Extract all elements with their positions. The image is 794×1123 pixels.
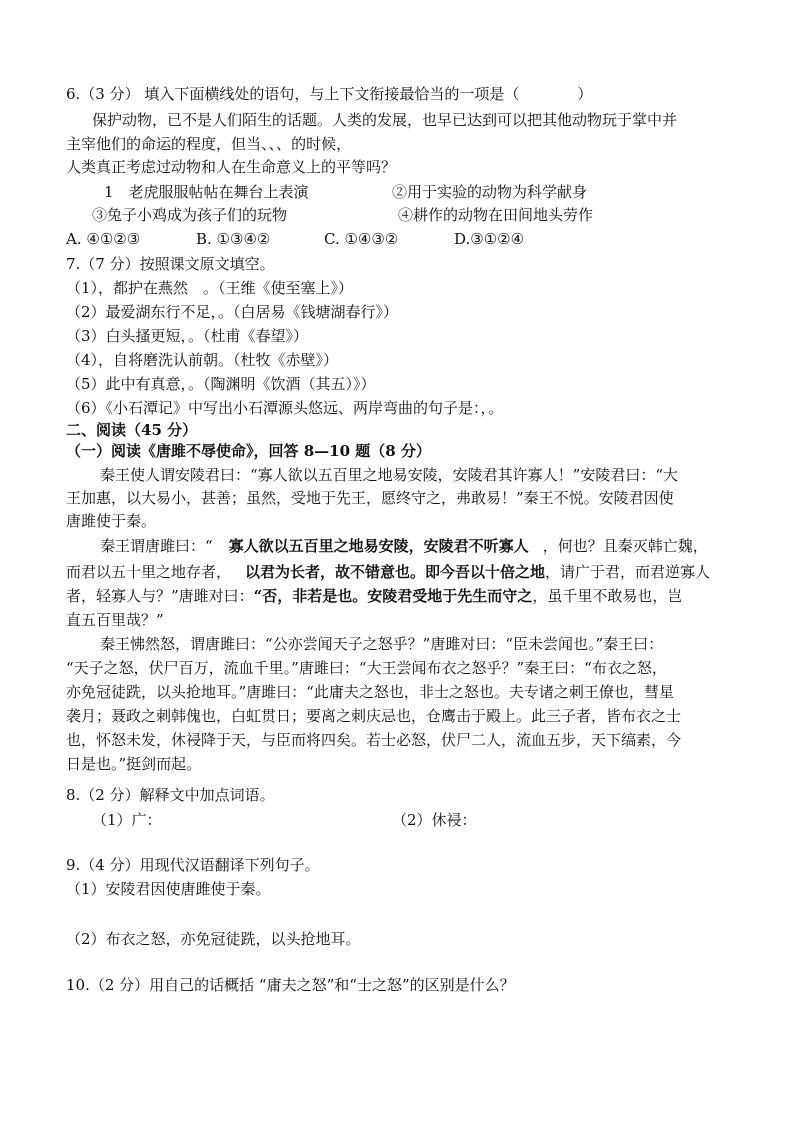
q6-choice-c[interactable]: C. ①④③② (324, 230, 399, 248)
q6-text: 、 (276, 135, 292, 153)
section-2-subtitle: （一）阅读《唐雎不辱使命》，回答 8—10 题（8 分） (66, 442, 431, 460)
q7-item-5 (66, 374, 376, 394)
q7-item-3 (66, 326, 308, 346)
q7-text: （2）最爱湖东行不足， (66, 303, 219, 321)
q6-text: 、 (268, 135, 277, 153)
passage-line-2: 王加惠，以大易小，甚善；虽然，受地于先王，愿终守之，弗敢易！”秦王不悦。安陵君因使 (66, 489, 674, 507)
q6-title (66, 84, 592, 104)
passage-line-8: 秦王怫然怒，谓唐雎曰：“公亦尝闻天子之怒乎？”唐雎对曰：“臣未尝闻也。”秦王曰： (100, 635, 664, 653)
passage-line-7: 直五百里哉？” (66, 611, 164, 629)
q7-text: （6）《小石潭记》中写出小石潭源头悠远、两岸弯曲的句子是： (66, 399, 481, 417)
q9-title: 9.（4 分）用现代汉语翻译下列句子。 (66, 856, 320, 874)
q7-text: （5）此中有真意， (66, 375, 189, 393)
passage-overlay-text: 以君为长者，故不错意也。即今吾以十倍之地 (245, 563, 546, 581)
q6-text: 、 (261, 135, 269, 153)
q6-option-4: ④耕作的动物在田间地头劳作 (398, 206, 594, 224)
q8-title: 8.（2 分）解释文中加点词语。 (66, 786, 275, 804)
q6-title-end: ） (577, 85, 593, 103)
q8-item-2: （2）休祲： (392, 811, 477, 829)
passage-line-1: 秦王使人谓安陵君曰：“寡人欲以五百里之地易安陵，安陵君其许寡人！”安陵君曰：“大 (100, 466, 679, 484)
q6-option-2: ②用于实验的动物为科学献身 (392, 183, 588, 201)
q6-title-text: 6.（3 分） 填入下面横线处的语句，与上下文衔接最恰当的一项是（ (66, 85, 520, 103)
q9-item-2: （2）布衣之怒，亦免冠徒跣，以头抢地耳。 (66, 930, 361, 948)
passage-overlay-text: 寡人欲以五百里之地易安陵，安陵君不听寡人 (228, 537, 529, 555)
q7-text: 。（白居易《钱塘湖春行》） (218, 303, 399, 321)
passage-line-4 (100, 536, 708, 556)
passage-overlay-text: “否，非若是也。安陵君受地于先生而守之 (253, 587, 533, 605)
passage-text: 者，轻寡人与？”唐雎对曰： (66, 587, 254, 605)
q7-item-4 (66, 350, 338, 370)
passage-text: ，虽千里不敢易也，岂 (532, 587, 683, 605)
passage-line-5 (66, 562, 710, 582)
q6-option-3: ③兔子小鸡成为孩子们的玩物 (92, 206, 288, 224)
q6-passage-line-2 (66, 134, 351, 154)
passage-line-13: 日是也。”挺剑而起。 (66, 755, 202, 773)
q7-text: （3）白头搔更短， (66, 327, 189, 345)
q9-item-1: （1）安陵君因使唐雎使于秦。 (66, 880, 271, 898)
passage-line-6 (66, 586, 682, 606)
passage-text: 秦王谓唐雎曰：“ (100, 537, 213, 555)
passage-text: ，何也？且秦灭韩亡魏， (542, 537, 708, 555)
q8-item-1: （1）广： (92, 811, 162, 829)
q6-passage-line-1: 保护动物，已不是人们陌生的话题。人类的发展，也早已达到可以把其他动物玩于掌中并 (92, 111, 678, 129)
q7-item-6 (66, 398, 503, 418)
passage-line-10: 亦免冠徒跣，以头抢地耳。”唐雎曰：“此庸夫之怒也，非士之怒也。夫专诸之刺王僚也，彗星 (66, 683, 674, 701)
q7-item-1 (66, 278, 353, 298)
q6-text: 的时候， (291, 135, 352, 153)
q7-item-2 (66, 302, 398, 322)
q6-choice-b[interactable]: B. ①③④② (196, 230, 271, 248)
q7-text: 。 (488, 399, 504, 417)
q7-text: ， (480, 399, 489, 417)
passage-line-3: 唐雎使于秦。 (66, 512, 157, 530)
q7-text: ，自将磨洗认前朝。（杜牧《赤壁》） (98, 351, 339, 369)
section-2-title: 二、阅读（45 分） (66, 421, 198, 439)
q6-text: 主宰他们的命运的程度，但当 (66, 135, 262, 153)
passage-text: ，请广于君，而君逆寡人 (545, 563, 711, 581)
q6-choice-d[interactable]: D.③①②④ (454, 230, 525, 248)
passage-text: 而君以五十里之地存者， (66, 563, 232, 581)
q10-title: 10.（2 分）用自己的话概括 “庸夫之怒”和“士之怒”的区别是什么？ (66, 976, 515, 994)
q6-choice-a[interactable]: A. ④①②③ (66, 230, 141, 248)
q7-text: 。（杜甫《春望》） (188, 327, 309, 345)
passage-line-12: 也，怀怒未发，休祲降于天，与臣而将四矣。若士必怒，伏尸二人，流血五步，天下缟素，今 (66, 731, 682, 749)
q7-text: 。（陶渊明《饮酒（其五）》） (188, 375, 376, 393)
q7-title: 7.（7 分）按照课文原文填空。 (66, 255, 275, 273)
passage-line-9: “天子之怒，伏尸百万，流血千里。”唐雎曰：“大王尝闻布衣之怒乎？”秦王曰：“布衣之怒， (66, 659, 667, 677)
q6-option-1: 1 老虎服服帖帖在舞台上表演 (104, 183, 309, 201)
q7-text: （4） (66, 351, 99, 369)
passage-line-11: 袭月；聂政之刺韩傀也，白虹贯日；要离之刺庆忌也，仓鹰击于殿上。此三子者，皆布衣之士 (66, 707, 682, 725)
q7-text: ，都护在燕然 。（王维《使至塞上》） (98, 279, 354, 297)
q6-passage-line-3: 人类真正考虑过动物和人在生命意义上的平等吗？ (66, 158, 397, 176)
q7-text: （1） (66, 279, 99, 297)
